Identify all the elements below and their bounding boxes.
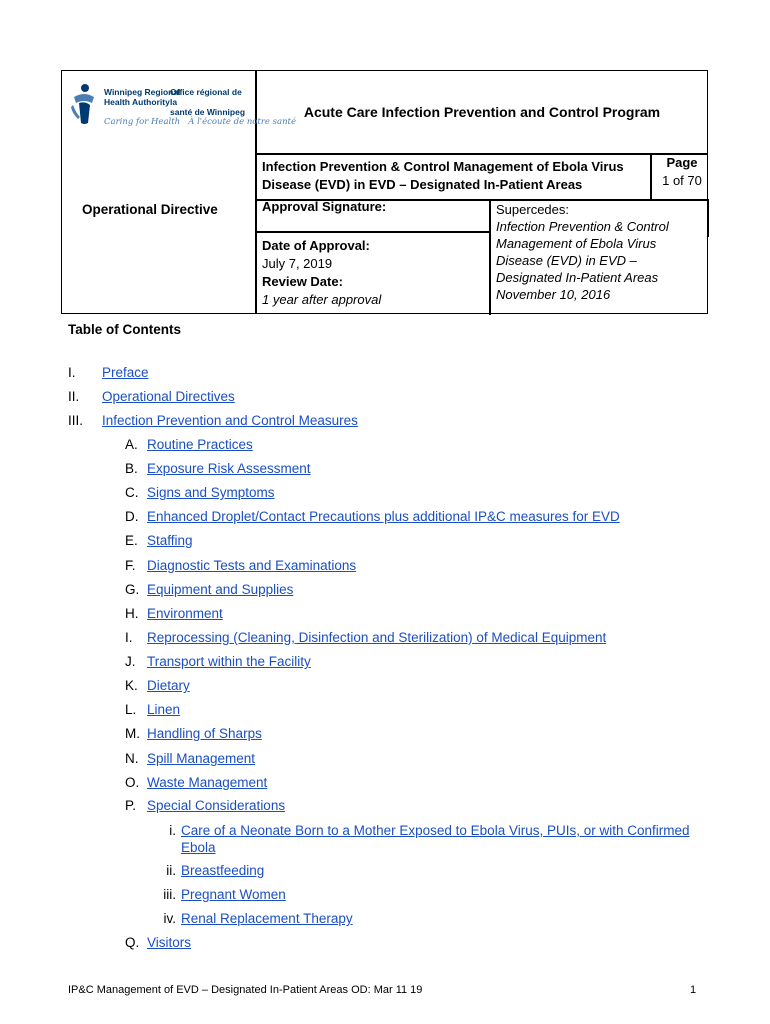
toc-item-number: III. xyxy=(68,413,84,428)
toc-link[interactable]: Enhanced Droplet/Contact Precautions plus additional IP&C measures for EVD xyxy=(147,509,620,524)
toc-item-number: O. xyxy=(125,775,140,790)
supersedes-block xyxy=(496,201,696,303)
supersedes-label: Supercedes: xyxy=(496,202,569,217)
footer-page-number: 1 xyxy=(690,984,697,996)
toc-link[interactable]: Diagnostic Tests and Examinations xyxy=(147,558,357,573)
date-of-approval-label: Date of Approval: xyxy=(262,238,370,253)
wrha-emblem-icon xyxy=(70,83,98,127)
toc-item-number: ii. xyxy=(166,863,176,878)
toc-link[interactable]: Waste Management xyxy=(147,775,268,790)
toc-link[interactable]: Equipment and Supplies xyxy=(147,582,294,597)
toc-link[interactable]: Handling of Sharps xyxy=(147,726,262,741)
logo-org-fr-line1: Office régional de la xyxy=(170,87,242,107)
toc-item-number: N. xyxy=(125,751,139,766)
approval-dates xyxy=(262,237,381,309)
toc-link[interactable]: Exposure Risk Assessment xyxy=(147,461,311,476)
toc-item-number: B. xyxy=(125,461,138,476)
toc-item-number: iv. xyxy=(163,911,176,926)
toc-link[interactable]: Staffing xyxy=(147,533,193,548)
toc-item-number: E. xyxy=(125,533,138,548)
toc-item-number: D. xyxy=(125,509,139,524)
toc-link[interactable]: Reprocessing (Cleaning, Disinfection and Sterilization) of Medical Equipment xyxy=(147,630,607,645)
toc-item-number: iii. xyxy=(163,887,176,902)
toc-item-number: L. xyxy=(125,702,137,717)
divider xyxy=(489,199,491,315)
divider xyxy=(255,153,708,155)
toc-item-number: P. xyxy=(125,798,137,813)
toc-item-number: II. xyxy=(68,389,80,404)
header-table xyxy=(61,70,708,314)
date-of-approval: July 7, 2019 xyxy=(262,256,333,271)
review-date: 1 year after approval xyxy=(262,292,382,307)
page-count: 1 of 70 xyxy=(662,173,702,188)
directive-label: Operational Directive xyxy=(82,202,218,217)
page-label: Page xyxy=(666,155,698,170)
toc-link[interactable]: Breastfeeding xyxy=(181,863,265,878)
logo-tagline-en: Caring for Health xyxy=(104,117,181,127)
divider xyxy=(650,153,652,199)
toc-item-number: J. xyxy=(125,654,136,669)
toc-link[interactable]: Preface xyxy=(102,365,149,380)
approval-signature-label: Approval Signature: xyxy=(262,199,387,214)
toc-link[interactable]: Linen xyxy=(147,702,181,717)
footer-document-reference: IP&C Management of EVD – Designated In-Patient Areas OD: Mar 11 19 xyxy=(68,984,423,996)
toc-link[interactable]: Operational Directives xyxy=(102,389,235,404)
toc-item-number: K. xyxy=(125,678,138,693)
toc-link[interactable]: Spill Management xyxy=(147,751,256,766)
toc-link[interactable]: Transport within the Facility xyxy=(147,654,311,669)
toc-link[interactable]: Special Considerations xyxy=(147,798,286,813)
toc-link[interactable]: Care of a Neonate Born to a Mother Exposed to Ebola Virus, PUIs, or with Confirmed Ebola xyxy=(181,823,690,855)
toc-link[interactable]: Visitors xyxy=(147,935,192,950)
logo-org-en xyxy=(104,87,180,107)
logo-org-fr xyxy=(170,87,250,117)
logo-org-fr-line2: santé de Winnipeg xyxy=(170,107,246,117)
toc-link[interactable]: Pregnant Women xyxy=(181,887,286,902)
toc-link[interactable]: Environment xyxy=(147,606,223,621)
toc-title: Table of Contents xyxy=(68,322,181,337)
toc-item-number: I. xyxy=(125,630,133,645)
logo-org-en-line2: Health Authority xyxy=(104,97,170,107)
toc-item-number: I. xyxy=(68,365,76,380)
document-title: Infection Prevention & Control Management of Ebola Virus Disease (EVD) in EVD – Designated In-Patient Areas xyxy=(262,159,624,192)
toc-item-number: H. xyxy=(125,606,139,621)
toc-link[interactable]: Signs and Symptoms xyxy=(147,485,275,500)
toc-link[interactable]: Dietary xyxy=(147,678,190,693)
toc-item-number: i. xyxy=(169,823,176,838)
toc-item-number: G. xyxy=(125,582,140,597)
divider xyxy=(255,231,490,233)
supersedes-date: November 10, 2016 xyxy=(496,287,611,302)
divider xyxy=(707,199,709,237)
supersedes-title: Infection Prevention & Control Management of Ebola Virus Disease (EVD) in EVD – Designated In-Patient Areas xyxy=(496,219,669,285)
toc-link[interactable]: Infection Prevention and Control Measures xyxy=(102,413,358,428)
review-date-label: Review Date: xyxy=(262,274,343,289)
program-title: Acute Care Infection Prevention and Control Program xyxy=(303,104,661,120)
logo-org-en-line1: Winnipeg Regional xyxy=(104,87,181,97)
toc-item-number: A. xyxy=(125,437,138,452)
wrha-logo xyxy=(70,81,296,141)
toc-item-number: F. xyxy=(125,558,136,573)
toc-item-number: M. xyxy=(125,726,140,741)
toc-item-number: C. xyxy=(125,485,139,500)
logo-tagline-fr: À l'écoute de notre santé xyxy=(188,117,296,127)
toc-item-number: Q. xyxy=(125,935,140,950)
toc-link[interactable]: Renal Replacement Therapy xyxy=(181,911,353,926)
toc-link[interactable]: Routine Practices xyxy=(147,437,253,452)
